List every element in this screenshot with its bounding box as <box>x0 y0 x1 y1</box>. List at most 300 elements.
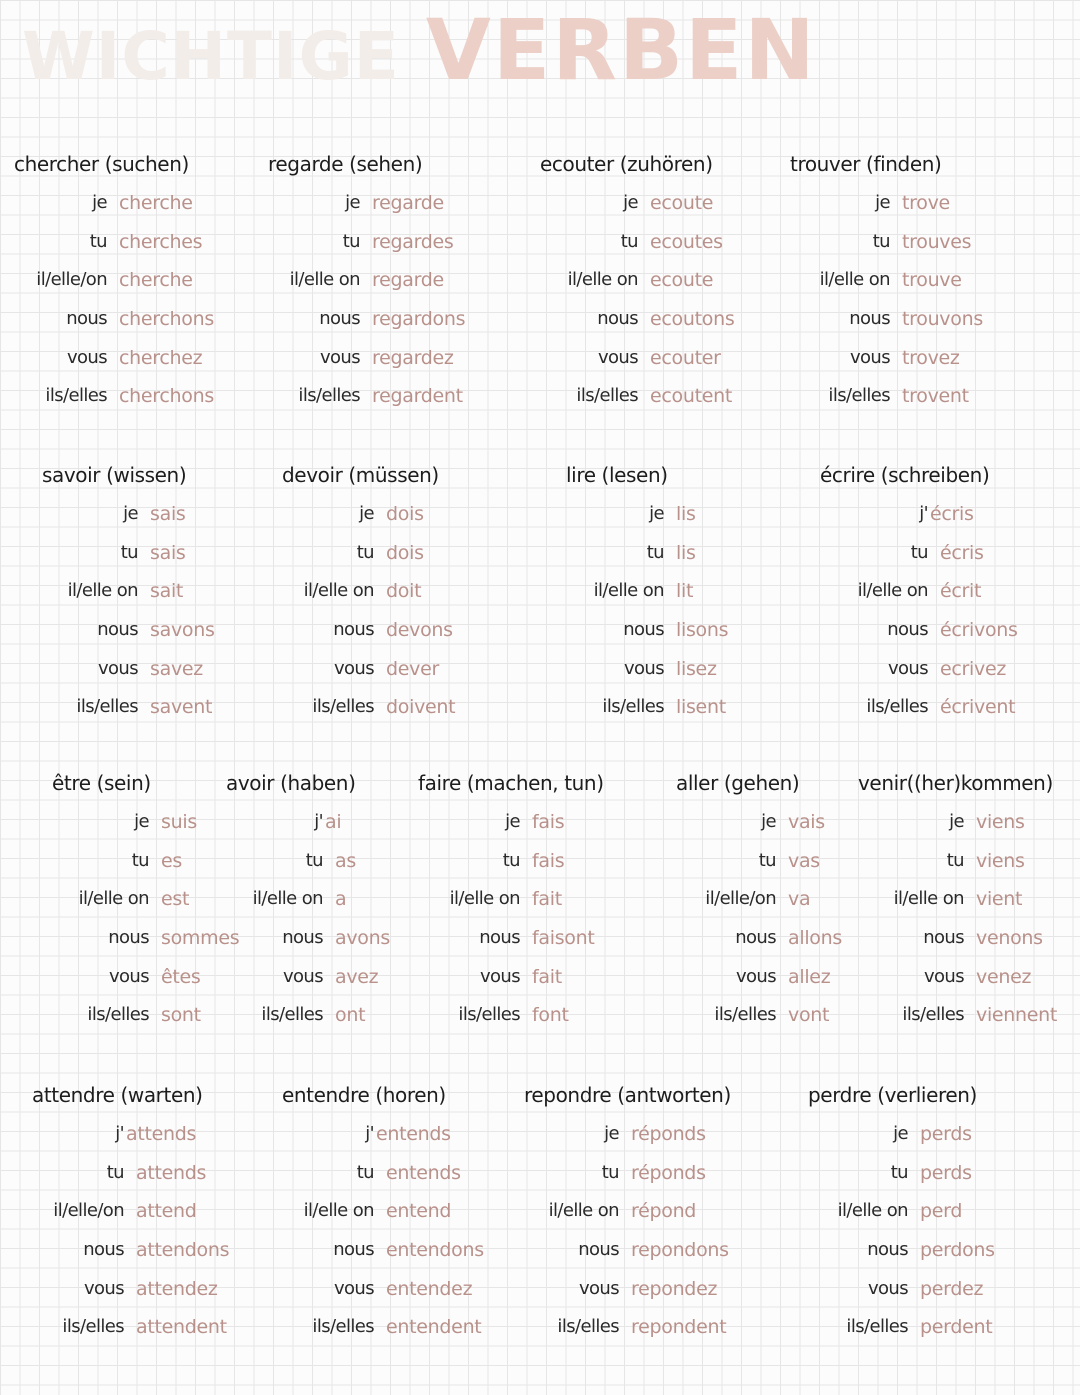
pronoun: j' <box>115 1123 124 1144</box>
verb-form: sommes <box>161 927 240 949</box>
conjugation-row <box>790 347 1050 377</box>
verb-form: lisons <box>676 619 729 641</box>
verb-form: entendent <box>386 1316 482 1338</box>
pronoun: ils/elles <box>261 1004 323 1025</box>
pronoun: il/elle on <box>857 580 928 601</box>
verb-form: perd <box>920 1200 963 1222</box>
verb-form: attends <box>126 1123 197 1145</box>
conjugation-row <box>282 542 542 572</box>
verb-form: lisez <box>676 658 717 680</box>
conjugation-row <box>790 192 1050 222</box>
verb-form: doivent <box>386 696 456 718</box>
conjugation-row <box>268 231 528 261</box>
pronoun: tu <box>131 850 149 871</box>
verb-section <box>0 463 1080 763</box>
conjugation-row <box>14 231 274 261</box>
verb-form: suis <box>161 811 197 833</box>
verb-form: sont <box>161 1004 201 1026</box>
conjugation-row <box>282 1162 542 1192</box>
verb-form: ai <box>325 811 342 833</box>
pronoun: il/elle/on <box>36 269 107 290</box>
pronoun: je <box>875 192 890 213</box>
verb-form: cherche <box>119 269 193 291</box>
conjugation-row <box>858 927 1080 957</box>
pronoun: je <box>604 1123 619 1144</box>
pronoun: tu <box>342 231 360 252</box>
pronoun: il/elle on <box>303 1200 374 1221</box>
verb-form: attendons <box>136 1239 230 1261</box>
pronoun: j' <box>919 503 928 524</box>
pronoun: ils/elles <box>902 1004 964 1025</box>
pronoun: ils/elles <box>312 696 374 717</box>
conjugation-row <box>790 269 1050 299</box>
verb-form: as <box>335 850 356 872</box>
conjugation-row <box>524 1239 784 1269</box>
verb-form: regarde <box>372 192 444 214</box>
pronoun: je <box>359 503 374 524</box>
verb-form: allons <box>788 927 842 949</box>
verb-block <box>282 463 542 763</box>
verb-form: entendez <box>386 1278 473 1300</box>
conjugation-row <box>566 658 826 688</box>
conjugation-row <box>540 385 800 415</box>
conjugation-row <box>858 850 1080 880</box>
pronoun: nous <box>479 927 520 948</box>
verb-form: a <box>335 888 347 910</box>
verb-form: perds <box>920 1162 972 1184</box>
conjugation-row <box>42 619 302 649</box>
pronoun: tu <box>89 231 107 252</box>
verb-heading: venir((her)kommen) <box>858 771 1053 795</box>
pronoun: ils/elles <box>714 1004 776 1025</box>
verb-form: perdez <box>920 1278 984 1300</box>
verb-form: ont <box>335 1004 366 1026</box>
verb-block <box>282 1083 542 1383</box>
verb-form: ecoute <box>650 269 714 291</box>
verb-form: trouves <box>902 231 972 253</box>
conjugation-row <box>32 1239 292 1269</box>
pronoun: nous <box>578 1239 619 1260</box>
pronoun: nous <box>282 927 323 948</box>
verb-form: fais <box>532 811 565 833</box>
verb-form: sais <box>150 542 186 564</box>
pronoun: ils/elles <box>62 1316 124 1337</box>
pronoun: vous <box>97 658 138 679</box>
verb-form: sais <box>150 503 186 525</box>
verb-form: vais <box>788 811 825 833</box>
verb-form: venez <box>976 966 1032 988</box>
verb-form: doit <box>386 580 422 602</box>
verb-form: regardez <box>372 347 454 369</box>
conjugation-row <box>808 1123 1068 1153</box>
verb-form: regarde <box>372 269 444 291</box>
conjugation-row <box>282 503 542 533</box>
verb-form: réponds <box>631 1123 706 1145</box>
pronoun: tu <box>946 850 964 871</box>
pronoun: j' <box>365 1123 374 1144</box>
verb-heading: avoir (haben) <box>226 771 356 795</box>
verb-section <box>0 1083 1080 1383</box>
conjugation-row <box>858 1004 1080 1034</box>
pronoun: tu <box>620 231 638 252</box>
pronoun: nous <box>333 619 374 640</box>
verb-section <box>0 771 1080 1071</box>
conjugation-row <box>282 658 542 688</box>
conjugation-row <box>268 385 528 415</box>
verb-form: repondons <box>631 1239 729 1261</box>
pronoun: tu <box>120 542 138 563</box>
pronoun: tu <box>890 1162 908 1183</box>
verb-form: cherches <box>119 231 203 253</box>
pronoun: vous <box>319 347 360 368</box>
pronoun: vous <box>66 347 107 368</box>
verb-form: entends <box>386 1162 461 1184</box>
conjugation-row <box>14 192 274 222</box>
verb-form: vient <box>976 888 1023 910</box>
pronoun: je <box>123 503 138 524</box>
verb-form: devons <box>386 619 453 641</box>
conjugation-row <box>858 966 1080 996</box>
verb-form: repondent <box>631 1316 727 1338</box>
verb-block <box>32 1083 292 1383</box>
conjugation-row <box>524 1316 784 1346</box>
pronoun: vous <box>887 658 928 679</box>
conjugation-row <box>566 619 826 649</box>
verb-section <box>0 152 1080 452</box>
verb-block <box>858 771 1080 1071</box>
verb-form: savent <box>150 696 213 718</box>
verb-block <box>566 463 826 763</box>
verb-form: entends <box>376 1123 451 1145</box>
verb-form: lis <box>676 503 696 525</box>
verb-heading: attendre (warten) <box>32 1083 203 1107</box>
conjugation-row <box>268 308 528 338</box>
verb-form: viens <box>976 850 1025 872</box>
verb-form: fait <box>532 966 562 988</box>
pronoun: il/elle on <box>78 888 149 909</box>
verb-heading: trouver (finden) <box>790 152 942 176</box>
conjugation-row <box>14 347 274 377</box>
verb-form: trouve <box>902 269 962 291</box>
pronoun: il/elle on <box>837 1200 908 1221</box>
verb-form: attendez <box>136 1278 218 1300</box>
verb-form: sait <box>150 580 184 602</box>
pronoun: vous <box>735 966 776 987</box>
conjugation-row <box>32 1278 292 1308</box>
pronoun: j' <box>314 811 323 832</box>
verb-form: avez <box>335 966 379 988</box>
pronoun: il/elle on <box>449 888 520 909</box>
conjugation-row <box>42 696 302 726</box>
conjugation-row <box>524 1278 784 1308</box>
conjugation-row <box>820 580 1080 610</box>
verb-form: ecouter <box>650 347 721 369</box>
verb-form: entend <box>386 1200 452 1222</box>
conjugation-row <box>418 966 678 996</box>
verb-form: ecoutons <box>650 308 735 330</box>
conjugation-row <box>42 580 302 610</box>
pronoun: vous <box>108 966 149 987</box>
verb-block <box>418 771 678 1071</box>
pronoun: il/elle on <box>303 580 374 601</box>
pronoun: je <box>761 811 776 832</box>
verb-block <box>790 152 1050 452</box>
conjugation-row <box>566 696 826 726</box>
verb-form: trouvons <box>902 308 983 330</box>
verb-block <box>524 1083 784 1383</box>
conjugation-row <box>14 385 274 415</box>
pronoun: nous <box>83 1239 124 1260</box>
page-title <box>22 1 817 99</box>
verb-form: regardes <box>372 231 454 253</box>
pronoun: je <box>345 192 360 213</box>
pronoun: nous <box>597 308 638 329</box>
conjugation-row <box>14 308 274 338</box>
conjugation-row <box>282 580 542 610</box>
pronoun: il/elle on <box>893 888 964 909</box>
conjugation-row <box>32 1123 292 1153</box>
pronoun: il/elle on <box>593 580 664 601</box>
verb-block <box>268 152 528 452</box>
verb-form: perdons <box>920 1239 995 1261</box>
pronoun: tu <box>106 1162 124 1183</box>
pronoun: nous <box>867 1239 908 1260</box>
verb-form: cherchez <box>119 347 203 369</box>
conjugation-row <box>790 308 1050 338</box>
pronoun: ils/elles <box>76 696 138 717</box>
conjugation-row <box>808 1200 1068 1230</box>
verb-heading: ecouter (zuhören) <box>540 152 713 176</box>
verb-form: perds <box>920 1123 972 1145</box>
verb-form: cherchons <box>119 385 214 407</box>
pronoun: vous <box>597 347 638 368</box>
pronoun: vous <box>479 966 520 987</box>
verb-block <box>820 463 1080 763</box>
pronoun: vous <box>923 966 964 987</box>
conjugation-row <box>14 269 274 299</box>
pronoun: je <box>623 192 638 213</box>
conjugation-row <box>282 1200 542 1230</box>
verb-heading: aller (gehen) <box>676 771 800 795</box>
verb-form: es <box>161 850 182 872</box>
verb-form: venons <box>976 927 1043 949</box>
verb-form: lis <box>676 542 696 564</box>
title-verben: VERBEN <box>425 1 817 99</box>
pronoun: vous <box>867 1278 908 1299</box>
verb-heading: repondre (antworten) <box>524 1083 731 1107</box>
verb-form: trovent <box>902 385 969 407</box>
verb-heading: faire (machen, tun) <box>418 771 604 795</box>
verb-form: regardons <box>372 308 466 330</box>
pronoun: je <box>505 811 520 832</box>
verb-form: écris <box>930 503 974 525</box>
pronoun: ils/elles <box>557 1316 619 1337</box>
conjugation-row <box>32 1316 292 1346</box>
conjugation-row <box>282 1316 542 1346</box>
conjugation-row <box>566 580 826 610</box>
conjugation-row <box>282 1239 542 1269</box>
verb-form: trovez <box>902 347 960 369</box>
pronoun: il/elle on <box>819 269 890 290</box>
verb-form: cherchons <box>119 308 214 330</box>
conjugation-row <box>418 888 678 918</box>
pronoun: il/elle on <box>289 269 360 290</box>
verb-form: écris <box>940 542 984 564</box>
verb-form: ecoutes <box>650 231 723 253</box>
verb-form: savons <box>150 619 215 641</box>
conjugation-row <box>282 1123 542 1153</box>
conjugation-row <box>808 1278 1068 1308</box>
conjugation-row <box>858 888 1080 918</box>
verb-form: ecrivez <box>940 658 1007 680</box>
pronoun: tu <box>356 1162 374 1183</box>
pronoun: nous <box>66 308 107 329</box>
verb-form: font <box>532 1004 569 1026</box>
verb-form: écrit <box>940 580 982 602</box>
verb-form: faisont <box>532 927 595 949</box>
conjugation-row <box>540 231 800 261</box>
conjugation-row <box>418 811 678 841</box>
verb-form: viens <box>976 811 1025 833</box>
conjugation-row <box>540 308 800 338</box>
conjugation-row <box>282 696 542 726</box>
pronoun: nous <box>333 1239 374 1260</box>
conjugation-row <box>540 347 800 377</box>
conjugation-row <box>820 619 1080 649</box>
verb-form: vont <box>788 1004 830 1026</box>
verb-heading: être (sein) <box>52 771 151 795</box>
pronoun: je <box>949 811 964 832</box>
verb-form: dois <box>386 503 424 525</box>
verb-form: vas <box>788 850 820 872</box>
conjugation-row <box>42 542 302 572</box>
verb-form: réponds <box>631 1162 706 1184</box>
verb-form: lit <box>676 580 694 602</box>
conjugation-row <box>268 347 528 377</box>
conjugation-row <box>540 269 800 299</box>
pronoun: vous <box>282 966 323 987</box>
verb-form: trove <box>902 192 950 214</box>
pronoun: vous <box>849 347 890 368</box>
pronoun: je <box>134 811 149 832</box>
verb-form: repondez <box>631 1278 718 1300</box>
verb-form: écrivent <box>940 696 1016 718</box>
pronoun: ils/elles <box>312 1316 374 1337</box>
pronoun: il/elle on <box>548 1200 619 1221</box>
verb-form: dois <box>386 542 424 564</box>
pronoun: je <box>893 1123 908 1144</box>
pronoun: il/elle on <box>67 580 138 601</box>
pronoun: tu <box>601 1162 619 1183</box>
title-wichtige: WICHTIGE <box>22 18 400 95</box>
verb-form: entendons <box>386 1239 484 1261</box>
pronoun: ils/elles <box>846 1316 908 1337</box>
verb-form: regardent <box>372 385 463 407</box>
conjugation-row <box>820 658 1080 688</box>
verb-form: répond <box>631 1200 697 1222</box>
pronoun: vous <box>578 1278 619 1299</box>
pronoun: ils/elles <box>458 1004 520 1025</box>
pronoun: vous <box>83 1278 124 1299</box>
verb-form: ecoutent <box>650 385 733 407</box>
verb-form: lisent <box>676 696 726 718</box>
pronoun: ils/elles <box>828 385 890 406</box>
conjugation-row <box>268 192 528 222</box>
pronoun: tu <box>646 542 664 563</box>
conjugation-row <box>524 1162 784 1192</box>
pronoun: je <box>92 192 107 213</box>
verb-form: savez <box>150 658 203 680</box>
pronoun: nous <box>735 927 776 948</box>
conjugation-row <box>282 619 542 649</box>
verb-form: fait <box>532 888 562 910</box>
pronoun: vous <box>333 658 374 679</box>
verb-form: va <box>788 888 811 910</box>
conjugation-row <box>524 1123 784 1153</box>
conjugation-row <box>858 811 1080 841</box>
pronoun: nous <box>849 308 890 329</box>
pronoun: vous <box>623 658 664 679</box>
verb-heading: écrire (schreiben) <box>820 463 990 487</box>
pronoun: ils/elles <box>298 385 360 406</box>
verb-form: attendent <box>136 1316 227 1338</box>
verb-form: avons <box>335 927 390 949</box>
verb-form: attends <box>136 1162 207 1184</box>
pronoun: tu <box>502 850 520 871</box>
verb-block <box>14 152 274 452</box>
verb-form: fais <box>532 850 565 872</box>
pronoun: ils/elles <box>576 385 638 406</box>
conjugation-row <box>524 1200 784 1230</box>
pronoun: ils/elles <box>45 385 107 406</box>
conjugation-row <box>790 231 1050 261</box>
conjugation-row <box>808 1316 1068 1346</box>
verb-form: est <box>161 888 190 910</box>
verb-heading: regarde (sehen) <box>268 152 423 176</box>
conjugation-row <box>820 542 1080 572</box>
conjugation-row <box>32 1162 292 1192</box>
pronoun: tu <box>356 542 374 563</box>
pronoun: il/elle/on <box>705 888 776 909</box>
verb-heading: perdre (verlieren) <box>808 1083 977 1107</box>
pronoun: nous <box>623 619 664 640</box>
verb-heading: devoir (müssen) <box>282 463 439 487</box>
pronoun: je <box>649 503 664 524</box>
pronoun: nous <box>319 308 360 329</box>
pronoun: tu <box>910 542 928 563</box>
pronoun: nous <box>97 619 138 640</box>
pronoun: tu <box>305 850 323 871</box>
pronoun: tu <box>872 231 890 252</box>
verb-heading: savoir (wissen) <box>42 463 187 487</box>
verb-block <box>808 1083 1068 1383</box>
pronoun: nous <box>923 927 964 948</box>
verb-form: allez <box>788 966 831 988</box>
verb-heading: chercher (suchen) <box>14 152 189 176</box>
verb-block <box>540 152 800 452</box>
verb-heading: lire (lesen) <box>566 463 668 487</box>
verb-form: viennent <box>976 1004 1058 1026</box>
conjugation-row <box>418 850 678 880</box>
conjugation-row <box>820 503 1080 533</box>
conjugation-row <box>32 1200 292 1230</box>
verb-block <box>42 463 302 763</box>
verb-heading: entendre (horen) <box>282 1083 446 1107</box>
conjugation-row <box>566 503 826 533</box>
verb-form: dever <box>386 658 439 680</box>
verb-form: perdent <box>920 1316 993 1338</box>
conjugation-row <box>418 927 678 957</box>
